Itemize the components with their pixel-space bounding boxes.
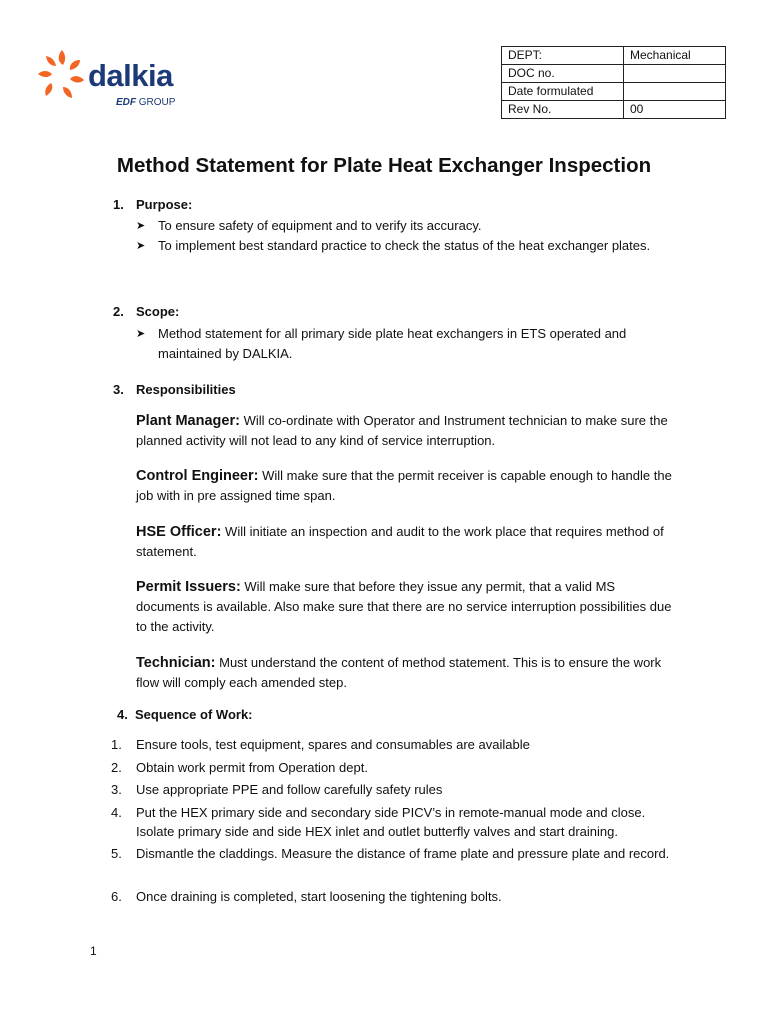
- responsibility-hse-officer: HSE Officer: Will initiate an inspection and audit to the work place that requires method of statement.: [136, 524, 664, 559]
- list-item: 2. Obtain work permit from Operation dept.: [111, 760, 368, 775]
- info-key: DEPT:: [502, 47, 624, 65]
- table-row: [502, 101, 726, 119]
- list-item: ➤ Method statement for all primary side plate heat exchangers in ETS operated and maintained by DALKIA.: [136, 326, 627, 361]
- document-info-table: [501, 46, 726, 119]
- dalkia-logo: [32, 44, 182, 114]
- table-row: [502, 83, 726, 101]
- arrow-bullet-icon: ➤: [136, 328, 146, 340]
- arrow-bullet-icon: ➤: [136, 240, 146, 252]
- list-item: 5. Dismantle the claddings. Measure the distance of frame plate and pressure plate and record.: [111, 846, 670, 861]
- table-row: [502, 65, 726, 83]
- info-key: Date formulated: [502, 83, 624, 101]
- section-heading-responsibilities: 3. Responsibilities: [113, 382, 236, 397]
- section-heading-sequence: 4. Sequence of Work:: [117, 707, 253, 722]
- responsibility-plant-manager: Plant Manager: Will co-ordinate with Operator and Instrument technician to make sure the planned activity will not lead to any kind of service interruption.: [136, 413, 668, 448]
- info-key: DOC no.: [502, 65, 624, 83]
- logo-wordmark: dalkia: [88, 58, 173, 93]
- list-item: 3. Use appropriate PPE and follow carefully safety rules: [111, 782, 443, 797]
- document-title: Method Statement for Plate Heat Exchanger Inspection: [116, 154, 652, 177]
- list-item: 1. Ensure tools, test equipment, spares and consumables are available: [111, 737, 530, 752]
- list-item: ➤ To implement best standard practice to check the status of the heat exchanger plates.: [136, 236, 676, 256]
- responsibility-technician: Technician: Must understand the content of method statement. This is to ensure the work flow will comply each amended step.: [136, 655, 662, 690]
- logo-group-text: EDF GROUP: [116, 97, 176, 108]
- info-value: [624, 83, 726, 101]
- section-heading-purpose: 1. Purpose:: [113, 197, 193, 212]
- table-row: [502, 47, 726, 65]
- info-value: Mechanical: [624, 47, 726, 65]
- responsibility-permit-issuers: Permit Issuers: Will make sure that before they issue any permit, that a valid MS documents is available. Also make sure that there are no service interruption possibilities due to the activity.: [136, 579, 672, 634]
- list-item: 6. Once draining is completed, start loosening the tightening bolts.: [111, 889, 502, 904]
- info-key: Rev No.: [502, 101, 624, 119]
- info-value: 00: [624, 101, 726, 119]
- page-number: 1: [90, 944, 97, 958]
- list-item: ➤ To ensure safety of equipment and to verify its accuracy.: [136, 216, 676, 236]
- responsibility-control-engineer: Control Engineer: Will make sure that the permit receiver is capable enough to handle the job with in pre assigned time span.: [136, 468, 672, 503]
- dalkia-flame-icon: [32, 46, 92, 106]
- info-value: [624, 65, 726, 83]
- list-item: 4. Put the HEX primary side and secondary side PICV’s in remote-manual mode and close. Isolate primary side and side HEX inlet and outlet butterfly valves and start draining.: [111, 805, 646, 839]
- arrow-bullet-icon: ➤: [136, 220, 146, 232]
- section-heading-scope: 2. Scope:: [113, 304, 180, 319]
